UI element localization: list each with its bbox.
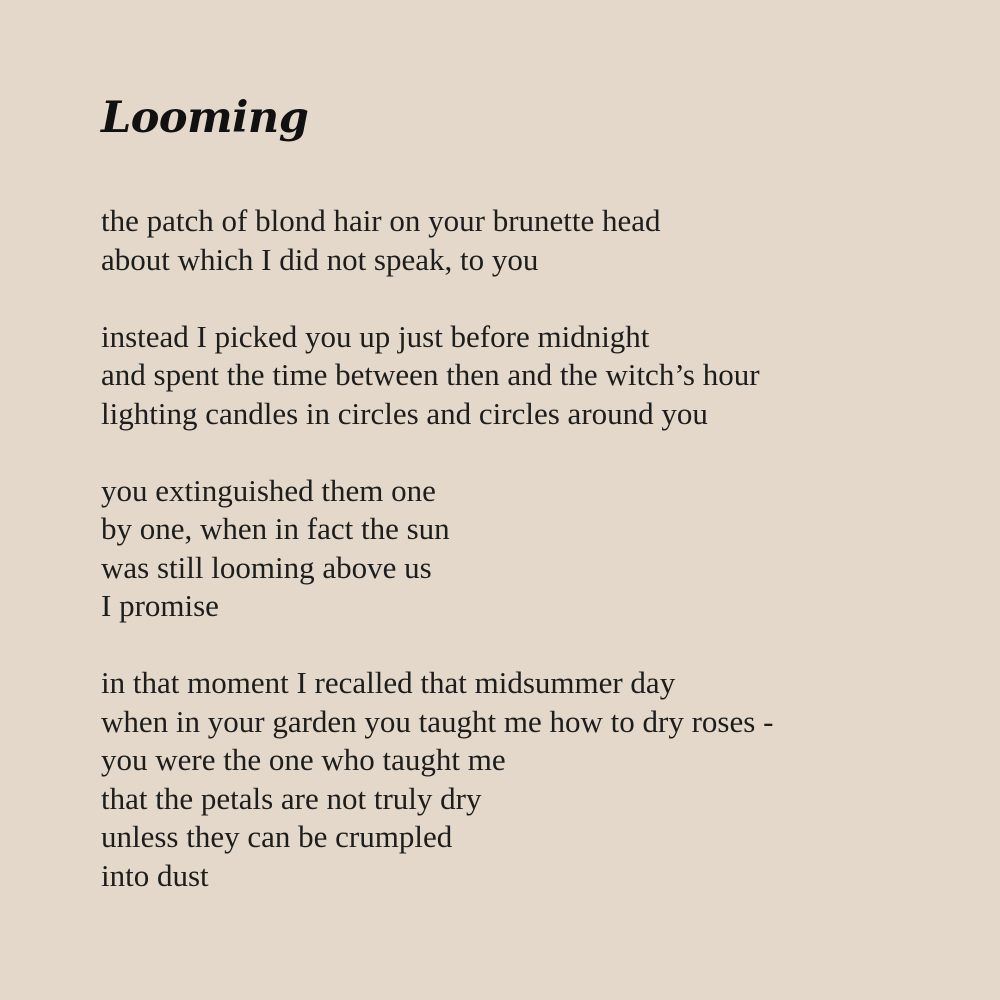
stanza-1 xyxy=(101,202,961,279)
poem-line: into dust xyxy=(101,857,209,893)
poem-title: Looming xyxy=(101,93,309,143)
poem-line: and spent the time between then and the witch’s hour xyxy=(101,357,760,392)
stanza-2 xyxy=(101,318,961,434)
poem-line: when in your garden you taught me how to dry roses - xyxy=(101,703,774,739)
poem-line: you extinguished them one xyxy=(101,472,436,508)
poem-line: lighting candles in circles and circles around you xyxy=(101,395,708,431)
poem-line: in that moment I recalled that midsummer day xyxy=(101,665,676,700)
poem-body xyxy=(101,202,961,895)
poem-line: the patch of blond hair on your brunette head xyxy=(101,203,661,238)
poem xyxy=(101,86,961,934)
stanza-4 xyxy=(101,664,961,895)
stanza-3 xyxy=(101,472,961,626)
poem-line: unless they can be crumpled xyxy=(101,819,453,854)
poem-line: was still looming above us xyxy=(101,549,432,585)
poem-line: you were the one who taught me xyxy=(101,742,506,777)
poem-line: that the petals are not truly dry xyxy=(101,780,482,816)
poem-line: about which I did not speak, to you xyxy=(101,241,539,277)
poem-line: I promise xyxy=(101,588,219,623)
poem-line: instead I picked you up just before midnight xyxy=(101,318,650,354)
poem-line: by one, when in fact the sun xyxy=(101,511,450,546)
